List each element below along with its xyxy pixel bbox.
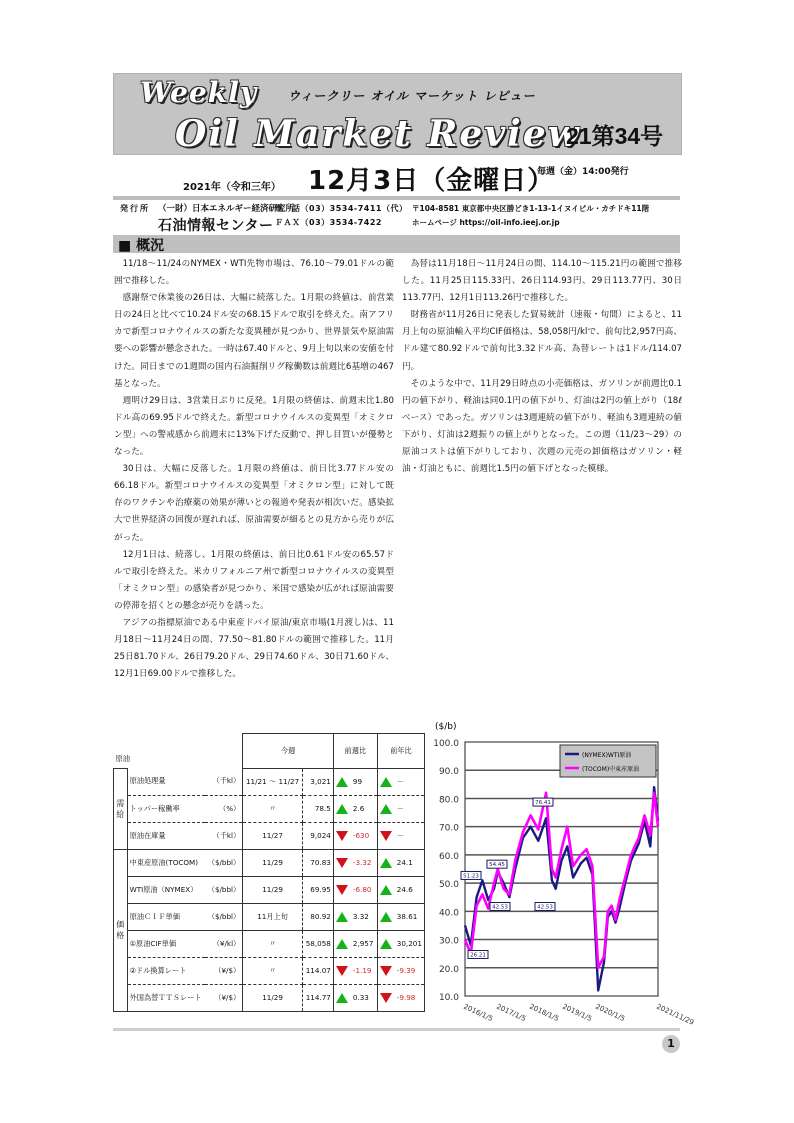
body-right-column	[402, 256, 682, 478]
y-tick-label: 30.0	[438, 936, 459, 947]
data-annotation: 76.41	[535, 800, 551, 807]
week-over-week-cell	[333, 849, 377, 876]
week-over-week-cell	[333, 984, 377, 1011]
cell-period: 〃	[243, 957, 303, 984]
table-row	[114, 876, 425, 903]
cell-item: トッパー稼働率	[127, 795, 205, 822]
change-value: 3.32	[352, 911, 369, 921]
change-value: 24.6	[396, 884, 413, 894]
header-this-week: 今週	[243, 734, 334, 769]
up-triangle-icon	[336, 804, 348, 814]
y-tick-label: 40.0	[438, 908, 459, 919]
paragraph: 感謝祭で休業後の26日は、大幅に続落した。1月限の終値は、前営業日の24日と比べて10.24ドル安の68.15ドルで取引を終えた。南アフリカで新型コロナウイルスの新たな変異種が見つかり、世界景気や原油需要への影響が懸念された。一時は67.40ドルと、9月上旬以来の安値を付けた。同日までの1週間の国内石油掘削リグ稼働数は前週比6基増の467基となった。	[114, 293, 394, 389]
change-value: 0.33	[352, 992, 369, 1002]
page-number: 1	[662, 1035, 680, 1053]
year-over-year-cell	[377, 822, 424, 849]
year-over-year-cell	[377, 849, 424, 876]
up-triangle-icon	[336, 939, 348, 949]
week-over-week-cell	[333, 768, 377, 795]
publisher-tel: 電 話（03）3534-7411（代）	[275, 204, 408, 213]
publication-date: 12月3日（金曜日）	[308, 166, 555, 196]
cell-item: 原油ＣＩＦ単価	[127, 903, 205, 930]
cell-value: 69.95	[302, 876, 333, 903]
footer-divider	[113, 1028, 680, 1031]
paragraph: 30日は、大幅に反落した。1月限の終値は、前日比3.77ドル安の66.18ドル。新型コロナウイルスの変異型「オミクロン型」に対して既存のワクチンや治療薬の効果が薄いとの報道や発表が相次いだ。感染拡大で世界経済の回復が遅れれば、原油需要が細るとの見方から売りが広がった。	[114, 464, 394, 543]
data-annotation: 42.53	[492, 904, 508, 911]
paragraph: アジアの指標原油である中東産ドバイ原油/東京市場(1月渡し)は、11月18日～11月24日の間、77.50～81.80ドルの範囲で推移した。11月25日81.70ドル、26日79.20ドル、29日74.60ドル、30日71.60ドル、12月1日69.00ドルで推移した。	[114, 617, 394, 680]
up-triangle-icon	[380, 939, 392, 949]
market-data-table	[113, 733, 425, 1012]
cell-item: 中東産原油(TOCOM)	[127, 849, 205, 876]
cell-item: WTI原油（NYMEX）	[127, 876, 205, 903]
cell-period: 11/27	[243, 822, 303, 849]
week-over-week-cell	[333, 930, 377, 957]
table-row	[114, 822, 425, 849]
week-over-week-cell	[333, 957, 377, 984]
table-row	[114, 903, 425, 930]
year-over-year-cell	[377, 795, 424, 822]
cell-unit: （千kl）	[205, 768, 242, 795]
publish-schedule: 毎週（金）14:00発行	[537, 167, 629, 177]
change-value: -9.98	[396, 992, 416, 1002]
cell-period: 〃	[243, 930, 303, 957]
paragraph: 週明け29日は、3営業日ぶりに反発。1月限の終値は、前週末比1.80ドル高の69.95ドルで終えた。新型コロナウイルスの変異型「オミクロン型」への警戒感から前週末に13%下げた反動で、押し目買いが優勢となった。	[114, 395, 394, 458]
cell-unit: （¥/kl）	[205, 930, 242, 957]
week-over-week-cell	[333, 795, 377, 822]
cell-value: 70.83	[302, 849, 333, 876]
change-value: 24.1	[396, 857, 413, 867]
y-tick-label: 10.0	[438, 993, 459, 1003]
publisher-address: 〒104-8581 東京都中央区勝どき1-13-1イヌイビル・カチドキ11階	[412, 204, 650, 213]
x-tick-label: 2016/1/5	[462, 1002, 495, 1024]
down-triangle-icon	[380, 831, 392, 841]
down-triangle-icon	[336, 885, 348, 895]
change-value: －	[396, 803, 404, 813]
up-triangle-icon	[380, 804, 392, 814]
change-value: -9.39	[396, 965, 416, 975]
section-title: ■ 概況	[118, 238, 165, 254]
x-tick-label: 2020/1/5	[594, 1002, 627, 1024]
up-triangle-icon	[336, 912, 348, 922]
down-triangle-icon	[336, 966, 348, 976]
data-annotation: 26.21	[470, 952, 486, 959]
up-triangle-icon	[380, 777, 392, 787]
cell-period: 11/29	[243, 849, 303, 876]
cell-unit: （$/bbl）	[205, 903, 242, 930]
group-price: 価格	[114, 849, 128, 1011]
legend-tocom: (TOCOM)中東産原油	[582, 766, 640, 773]
year-over-year-cell	[377, 984, 424, 1011]
change-value: -630	[352, 830, 370, 840]
cell-period: 11/21 ～ 11/27	[243, 768, 303, 795]
cell-value: 114.77	[302, 984, 333, 1011]
cell-item: 外国為替ＴＴＳレート	[127, 984, 205, 1011]
year-over-year-cell	[377, 930, 424, 957]
cell-unit: （$/bbl）	[205, 849, 242, 876]
cell-period: 11/29	[243, 984, 303, 1011]
paragraph: 12月1日は、続落し、1月限の終値は、前日比0.61ドル安の65.57ドルで取引を終えた。米カリフォルニア州で新型コロナウイルスの変異型「オミクロン型」の感染者が見つかり、米国で感染が広がれば原油需要の停滞を招くとの懸念が売りを誘った。	[114, 549, 394, 611]
y-tick-label: 60.0	[438, 851, 459, 862]
change-value: -3.32	[352, 857, 372, 867]
down-triangle-icon	[336, 831, 348, 841]
up-triangle-icon	[336, 993, 348, 1003]
paragraph: そのような中で、11月29日時点の小売価格は、ガソリンが前週比0.1円の値下がり、軽油は同0.1円の値下がり、灯油は2円の値上がり（18ℓベース）であった。ガソリンは3週連続の値下がり、軽油も3週連続の値下がり、灯油は2週振りの値上がりとなった。この週（11/23～29）の原油コストは値下がりしており、次週の元売の卸価格はガソリン・軽油・灯油ともに、前週比1.5円の値下げとなった模様。	[402, 378, 682, 475]
y-tick-label: 20.0	[438, 964, 459, 975]
header-yoy: 前年比	[377, 734, 424, 769]
y-axis-label: ($/b)	[435, 722, 457, 732]
body-left-column	[114, 256, 394, 683]
cell-period: 11/29	[243, 876, 303, 903]
change-value: －	[396, 830, 404, 840]
title-katakana: ウィークリー オイル マーケット レビュー	[288, 89, 536, 103]
data-annotation: 54.45	[489, 862, 505, 869]
week-over-week-cell	[333, 822, 377, 849]
year-over-year-cell	[377, 768, 424, 795]
table-row	[114, 930, 425, 957]
x-tick-label: 2021/11/29	[655, 1002, 696, 1025]
group-supply: 需給	[114, 768, 128, 849]
publisher-org: （一財）日本エネルギー経済研究所	[158, 204, 295, 214]
publisher-homepage[interactable]: ホームページ https://oil-info.ieej.or.jp	[412, 218, 560, 227]
cell-unit: （%）	[205, 795, 242, 822]
week-over-week-cell	[333, 903, 377, 930]
paragraph: 11/18～11/24のNYMEX・WTI先物市場は、76.10～79.01ドルの範囲で推移した。	[114, 259, 394, 287]
issue-number: 21第34号	[566, 123, 664, 149]
y-tick-label: 50.0	[438, 880, 459, 891]
change-value: -1.19	[352, 965, 372, 975]
publisher-label: 発行所	[120, 204, 150, 213]
section-bar	[113, 235, 680, 253]
down-triangle-icon	[380, 966, 392, 976]
change-value: 2.6	[352, 803, 365, 813]
year-over-year-cell	[377, 903, 424, 930]
change-value: －	[396, 776, 404, 786]
cell-period: 〃	[243, 795, 303, 822]
table-row	[114, 849, 425, 876]
cell-unit: （$/bbl）	[205, 876, 242, 903]
change-value: 2,957	[352, 938, 374, 948]
price-chart	[425, 715, 705, 1025]
table-corner: 原油	[115, 753, 130, 763]
data-annotation: 51.23	[463, 873, 479, 880]
publication-title: Oil Market Review	[175, 113, 581, 155]
change-value: 30,201	[396, 938, 422, 948]
paragraph: 財務省が11月26日に発表した貿易統計（速報・旬間）によると、11月上旬の原油輸入平均CIF価格は、58,058円/klで、前旬比2,957円高、ドル建て80.92ドルで前旬比3.32ドル高、為替レートは1ドル/114.07円。	[402, 310, 682, 372]
legend-wti: (NYMEX)WTI原油	[582, 752, 632, 759]
cell-value: 58,058	[302, 930, 333, 957]
cell-period: 11月上旬	[243, 903, 303, 930]
down-triangle-icon	[336, 858, 348, 868]
cell-unit: （千kl）	[205, 822, 242, 849]
x-tick-label: 2017/1/5	[495, 1002, 528, 1024]
table-row	[114, 768, 425, 795]
change-value: -6.80	[352, 884, 372, 894]
x-tick-label: 2019/1/5	[561, 1002, 594, 1024]
change-value: 99	[352, 776, 363, 786]
cell-unit: （¥/$）	[205, 984, 242, 1011]
paragraph: 為替は11月18日～11月24日の間、114.10～115.21円の範囲で推移した。11月25日115.33円、26日114.93円、29日113.77円、30日113.77円、12月1日113.26円で推移した。	[402, 259, 682, 304]
publisher-center: 石油情報センター	[158, 218, 274, 234]
y-tick-label: 100.0	[433, 739, 459, 749]
up-triangle-icon	[380, 885, 392, 895]
header-wow: 前週比	[333, 734, 377, 769]
cell-item: ①原油CIF単価	[127, 930, 205, 957]
y-tick-label: 70.0	[438, 823, 459, 834]
weekly-logo: Weekly	[140, 76, 258, 109]
table-row	[114, 795, 425, 822]
publisher-fax: ＦＡＸ（03）3534-7422	[275, 218, 382, 227]
cell-value: 114.07	[302, 957, 333, 984]
publication-year: 2021年（令和三年）	[183, 182, 281, 193]
change-value: 38.61	[396, 911, 418, 921]
x-tick-label: 2018/1/5	[528, 1002, 561, 1024]
year-over-year-cell	[377, 876, 424, 903]
table-row	[114, 984, 425, 1011]
cell-item: 原油在庫量	[127, 822, 205, 849]
y-tick-label: 90.0	[438, 767, 459, 778]
up-triangle-icon	[380, 858, 392, 868]
cell-unit: （¥/$）	[205, 957, 242, 984]
year-over-year-cell	[377, 957, 424, 984]
up-triangle-icon	[380, 912, 392, 922]
cell-value: 78.5	[302, 795, 333, 822]
down-triangle-icon	[380, 993, 392, 1003]
cell-item: 原油処理量	[127, 768, 205, 795]
table-row	[114, 957, 425, 984]
cell-item: ②ドル換算レート	[127, 957, 205, 984]
y-tick-label: 80.0	[438, 795, 459, 806]
cell-value: 3,021	[302, 768, 333, 795]
header-divider	[113, 196, 680, 200]
week-over-week-cell	[333, 876, 377, 903]
data-annotation: 42.53	[537, 904, 553, 911]
cell-value: 9,024	[302, 822, 333, 849]
up-triangle-icon	[336, 777, 348, 787]
cell-value: 80.92	[302, 903, 333, 930]
